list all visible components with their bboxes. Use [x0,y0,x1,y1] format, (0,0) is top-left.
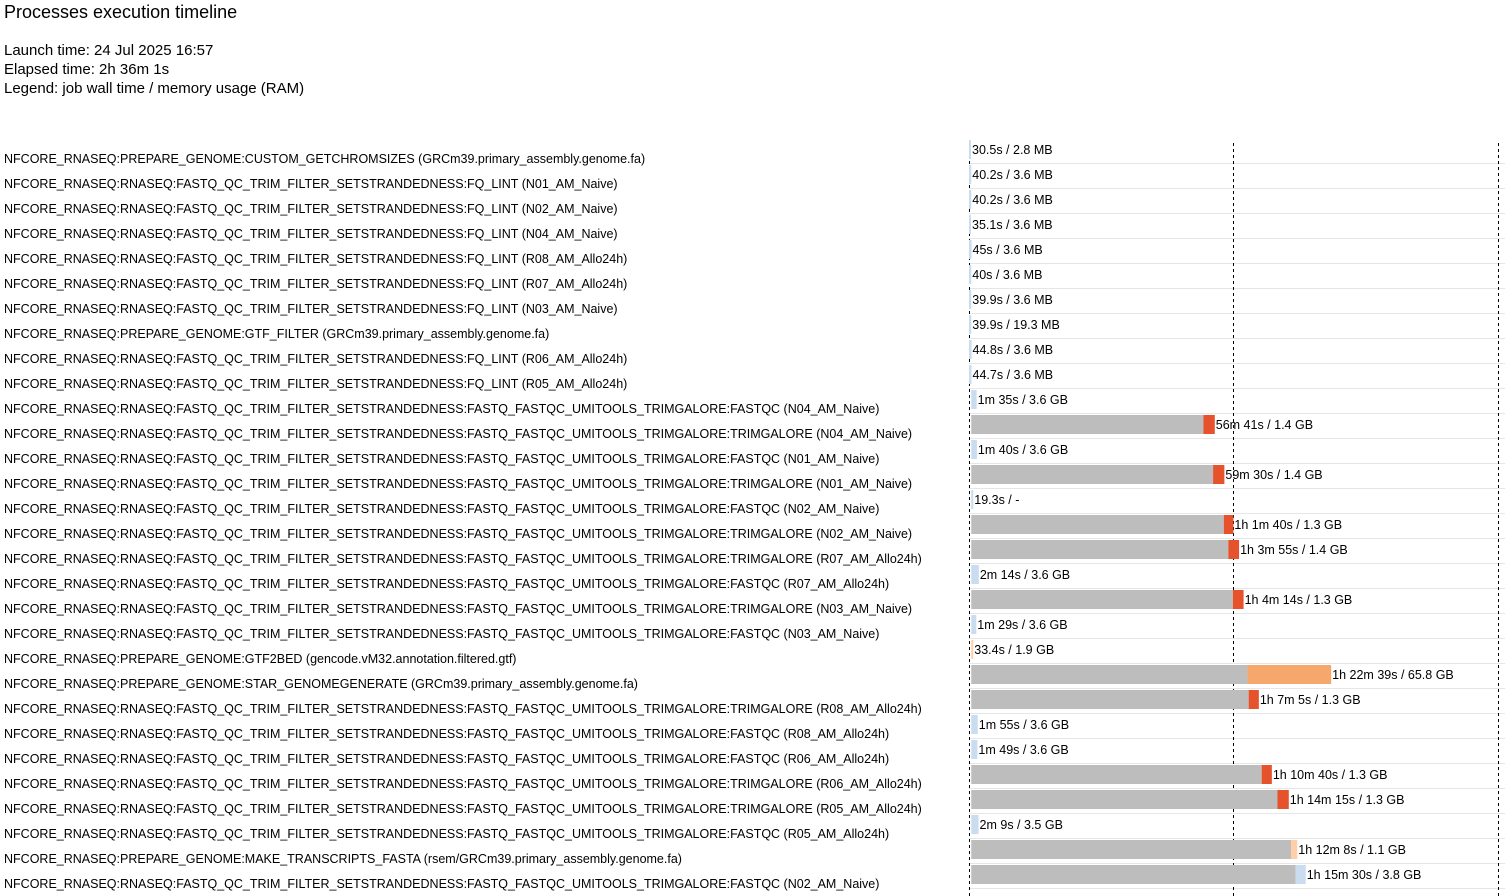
running-bar [1224,515,1234,534]
process-label: NFCORE_RNASEQ:RNASEQ:FASTQ_QC_TRIM_FILTER_SETSTRANDEDNESS:FQ_LINT (N02_AM_Naive) [4,202,618,216]
pending-bar [971,790,1277,809]
task-duration-label: 1h 3m 55s / 1.4 GB [1240,543,1348,557]
running-bar [969,265,971,284]
task-duration-label: 40.2s / 3.6 MB [972,168,1053,182]
process-label: NFCORE_RNASEQ:RNASEQ:FASTQ_QC_TRIM_FILTER_SETSTRANDEDNESS:FASTQ_FASTQC_UMITOOLS_TRIMGALORE:FASTQC (N03_AM_Naive) [4,627,880,641]
process-label: NFCORE_RNASEQ:RNASEQ:FASTQ_QC_TRIM_FILTER_SETSTRANDEDNESS:FASTQ_FASTQC_UMITOOLS_TRIMGALORE:FASTQC (R07_AM_Allo24h) [4,577,890,591]
running-bar [969,365,972,384]
process-label: NFCORE_RNASEQ:PREPARE_GENOME:GTF2BED (gencode.vM32.annotation.filtered.gtf) [4,652,517,666]
pending-bar [971,690,1248,709]
process-label: NFCORE_RNASEQ:RNASEQ:FASTQ_QC_TRIM_FILTER_SETSTRANDEDNESS:FQ_LINT (R08_AM_Allo24h) [4,252,628,266]
task-duration-label: 1h 14m 15s / 1.3 GB [1289,793,1405,807]
process-label: NFCORE_RNASEQ:RNASEQ:FASTQ_QC_TRIM_FILTER_SETSTRANDEDNESS:FASTQ_FASTQC_UMITOOLS_TRIMGALORE:FASTQC (N04_AM_Naive) [4,402,880,416]
task-duration-label: 44.7s / 3.6 MB [972,368,1054,382]
task-duration-label: 33.4s / 1.9 GB [974,643,1055,657]
task-duration-label: 2m 14s / 3.6 GB [979,568,1071,582]
task-duration-label: 56m 41s / 1.4 GB [1215,418,1314,432]
process-label: NFCORE_RNASEQ:RNASEQ:FASTQ_QC_TRIM_FILTER_SETSTRANDEDNESS:FASTQ_FASTQC_UMITOOLS_TRIMGALORE:TRIMGALORE (R05_AM_Allo24h) [4,802,922,816]
process-label: NFCORE_RNASEQ:RNASEQ:FASTQ_QC_TRIM_FILTER_SETSTRANDEDNESS:FQ_LINT (N01_AM_Naive) [4,177,618,191]
running-bar [1213,465,1224,484]
task-duration-label: 39.9s / 19.3 MB [972,318,1060,332]
task-duration-label: 44.8s / 3.6 MB [972,343,1054,357]
task-duration-label: 1m 35s / 3.6 GB [977,393,1068,407]
process-label: NFCORE_RNASEQ:PREPARE_GENOME:MAKE_TRANSCRIPTS_FASTA (rsem/GRCm39.primary_assembly.genome.fa) [4,852,682,866]
task-duration-label: 1h 4m 14s / 1.3 GB [1244,593,1353,607]
running-bar [969,190,971,209]
task-duration-label: 1m 55s / 3.6 GB [978,718,1070,732]
process-label: NFCORE_RNASEQ:RNASEQ:FASTQ_QC_TRIM_FILTER_SETSTRANDEDNESS:FASTQ_FASTQC_UMITOOLS_TRIMGALORE:FASTQC (R05_AM_Allo24h) [4,827,890,841]
task-duration-label: 1h 15m 30s / 3.8 GB [1306,868,1422,882]
running-bar [971,565,979,584]
running-bar [971,640,973,659]
process-label: NFCORE_RNASEQ:RNASEQ:FASTQ_QC_TRIM_FILTER_SETSTRANDEDNESS:FASTQ_FASTQC_UMITOOLS_TRIMGALORE:TRIMGALORE (N04_AM_Naive) [4,427,913,441]
process-label: NFCORE_RNASEQ:RNASEQ:FASTQ_QC_TRIM_FILTER_SETSTRANDEDNESS:FASTQ_FASTQC_UMITOOLS_TRIMGALORE:FASTQC (R08_AM_Allo24h) [4,727,890,741]
task-duration-label: 1h 7m 5s / 1.3 GB [1259,693,1361,707]
pending-bar [971,415,1203,434]
running-bar [969,140,971,159]
running-bar [971,390,976,409]
task-duration-label: 1h 12m 8s / 1.1 GB [1298,843,1406,857]
running-bar [1249,690,1259,709]
task-duration-label: 1m 49s / 3.6 GB [978,743,1069,757]
process-label: NFCORE_RNASEQ:RNASEQ:FASTQ_QC_TRIM_FILTER_SETSTRANDEDNESS:FASTQ_FASTQC_UMITOOLS_TRIMGALORE:TRIMGALORE (R07_AM_Allo24h) [4,552,922,566]
task-duration-label: 40s / 3.6 MB [972,268,1043,282]
running-bar [1233,590,1244,609]
task-duration-label: 1m 29s / 3.6 GB [977,618,1068,632]
task-duration-label: 35.1s / 3.6 MB [972,218,1053,232]
launch-time: Launch time: 24 Jul 2025 16:57 [4,42,214,59]
running-bar [971,615,976,634]
pending-bar [971,540,1228,559]
running-bar [1277,790,1288,809]
pending-bar [971,515,1224,534]
process-label: NFCORE_RNASEQ:RNASEQ:FASTQ_QC_TRIM_FILTER_SETSTRANDEDNESS:FQ_LINT (N03_AM_Naive) [4,302,618,316]
process-label: NFCORE_RNASEQ:PREPARE_GENOME:CUSTOM_GETCHROMSIZES (GRCm39.primary_assembly.genome.fa) [4,152,646,166]
task-duration-label: 1h 10m 40s / 1.3 GB [1272,768,1388,782]
pending-bar [971,840,1291,859]
process-label: NFCORE_RNASEQ:RNASEQ:FASTQ_QC_TRIM_FILTER_SETSTRANDEDNESS:FASTQ_FASTQC_UMITOOLS_TRIMGALORE:FASTQC (R06_AM_Allo24h) [4,752,890,766]
process-label: NFCORE_RNASEQ:PREPARE_GENOME:STAR_GENOMEGENERATE (GRCm39.primary_assembly.genome.fa) [4,677,638,691]
task-duration-label: 40.2s / 3.6 MB [972,193,1053,207]
process-label: NFCORE_RNASEQ:RNASEQ:FASTQ_QC_TRIM_FILTER_SETSTRANDEDNESS:FASTQ_FASTQC_UMITOOLS_TRIMGALORE:TRIMGALORE (N03_AM_Naive) [4,602,913,616]
task-duration-label: 45s / 3.6 MB [972,243,1043,257]
elapsed-time: Elapsed time: 2h 36m 1s [4,61,170,78]
running-bar [1296,865,1306,884]
process-label: NFCORE_RNASEQ:RNASEQ:FASTQ_QC_TRIM_FILTER_SETSTRANDEDNESS:FASTQ_FASTQC_UMITOOLS_TRIMGALORE:FASTQC (N02_AM_Naive) [4,877,880,891]
process-label: NFCORE_RNASEQ:RNASEQ:FASTQ_QC_TRIM_FILTER_SETSTRANDEDNESS:FASTQ_FASTQC_UMITOOLS_TRIMGALORE:TRIMGALORE (R06_AM_Allo24h) [4,777,922,791]
running-bar [1228,540,1239,559]
running-bar [969,240,972,259]
running-bar [971,715,977,734]
running-bar [1262,765,1272,784]
pending-bar [971,765,1261,784]
running-bar [971,490,973,509]
running-bar [969,215,971,234]
running-bar [1248,665,1332,684]
pending-bar [971,865,1295,884]
legend-text: Legend: job wall time / memory usage (RAM) [4,80,305,97]
running-bar [971,740,977,759]
running-bar [971,440,977,459]
process-label: NFCORE_RNASEQ:RNASEQ:FASTQ_QC_TRIM_FILTER_SETSTRANDEDNESS:FQ_LINT (N04_AM_Naive) [4,227,618,241]
process-label: NFCORE_RNASEQ:RNASEQ:FASTQ_QC_TRIM_FILTER_SETSTRANDEDNESS:FASTQ_FASTQC_UMITOOLS_TRIMGALORE:TRIMGALORE (N02_AM_Naive) [4,527,913,541]
running-bar [1203,415,1214,434]
running-bar [969,340,972,359]
pending-bar [971,665,1247,684]
running-bar [1291,840,1297,859]
pending-bar [971,465,1213,484]
process-label: NFCORE_RNASEQ:RNASEQ:FASTQ_QC_TRIM_FILTER_SETSTRANDEDNESS:FQ_LINT (R06_AM_Allo24h) [4,352,628,366]
process-label: NFCORE_RNASEQ:RNASEQ:FASTQ_QC_TRIM_FILTER_SETSTRANDEDNESS:FASTQ_FASTQC_UMITOOLS_TRIMGALORE:FASTQC (N01_AM_Naive) [4,452,880,466]
process-label: NFCORE_RNASEQ:PREPARE_GENOME:GTF_FILTER (GRCm39.primary_assembly.genome.fa) [4,327,550,341]
task-duration-label: 1h 22m 39s / 65.8 GB [1332,668,1454,682]
running-bar [969,165,971,184]
page-title: Processes execution timeline [4,2,238,22]
process-label: NFCORE_RNASEQ:RNASEQ:FASTQ_QC_TRIM_FILTER_SETSTRANDEDNESS:FASTQ_FASTQC_UMITOOLS_TRIMGALORE:TRIMGALORE (N01_AM_Naive) [4,477,913,491]
running-bar [971,815,978,834]
task-duration-label: 30.5s / 2.8 MB [972,143,1053,157]
process-label: NFCORE_RNASEQ:RNASEQ:FASTQ_QC_TRIM_FILTER_SETSTRANDEDNESS:FQ_LINT (R05_AM_Allo24h) [4,377,628,391]
running-bar [969,315,971,334]
process-label: NFCORE_RNASEQ:RNASEQ:FASTQ_QC_TRIM_FILTER_SETSTRANDEDNESS:FQ_LINT (R07_AM_Allo24h) [4,277,628,291]
task-duration-label: 39.9s / 3.6 MB [972,293,1053,307]
process-label: NFCORE_RNASEQ:RNASEQ:FASTQ_QC_TRIM_FILTER_SETSTRANDEDNESS:FASTQ_FASTQC_UMITOOLS_TRIMGALORE:TRIMGALORE (R08_AM_Allo24h) [4,702,922,716]
task-duration-label: 59m 30s / 1.4 GB [1225,468,1323,482]
pending-bar [971,590,1233,609]
running-bar [969,290,971,309]
task-duration-label: 19.3s / - [974,493,1020,507]
process-label: NFCORE_RNASEQ:RNASEQ:FASTQ_QC_TRIM_FILTER_SETSTRANDEDNESS:FASTQ_FASTQC_UMITOOLS_TRIMGALORE:FASTQC (N02_AM_Naive) [4,502,880,516]
task-duration-label: 1h 1m 40s / 1.3 GB [1234,518,1343,532]
task-duration-label: 1m 40s / 3.6 GB [977,443,1069,457]
task-duration-label: 2m 9s / 3.5 GB [979,818,1063,832]
